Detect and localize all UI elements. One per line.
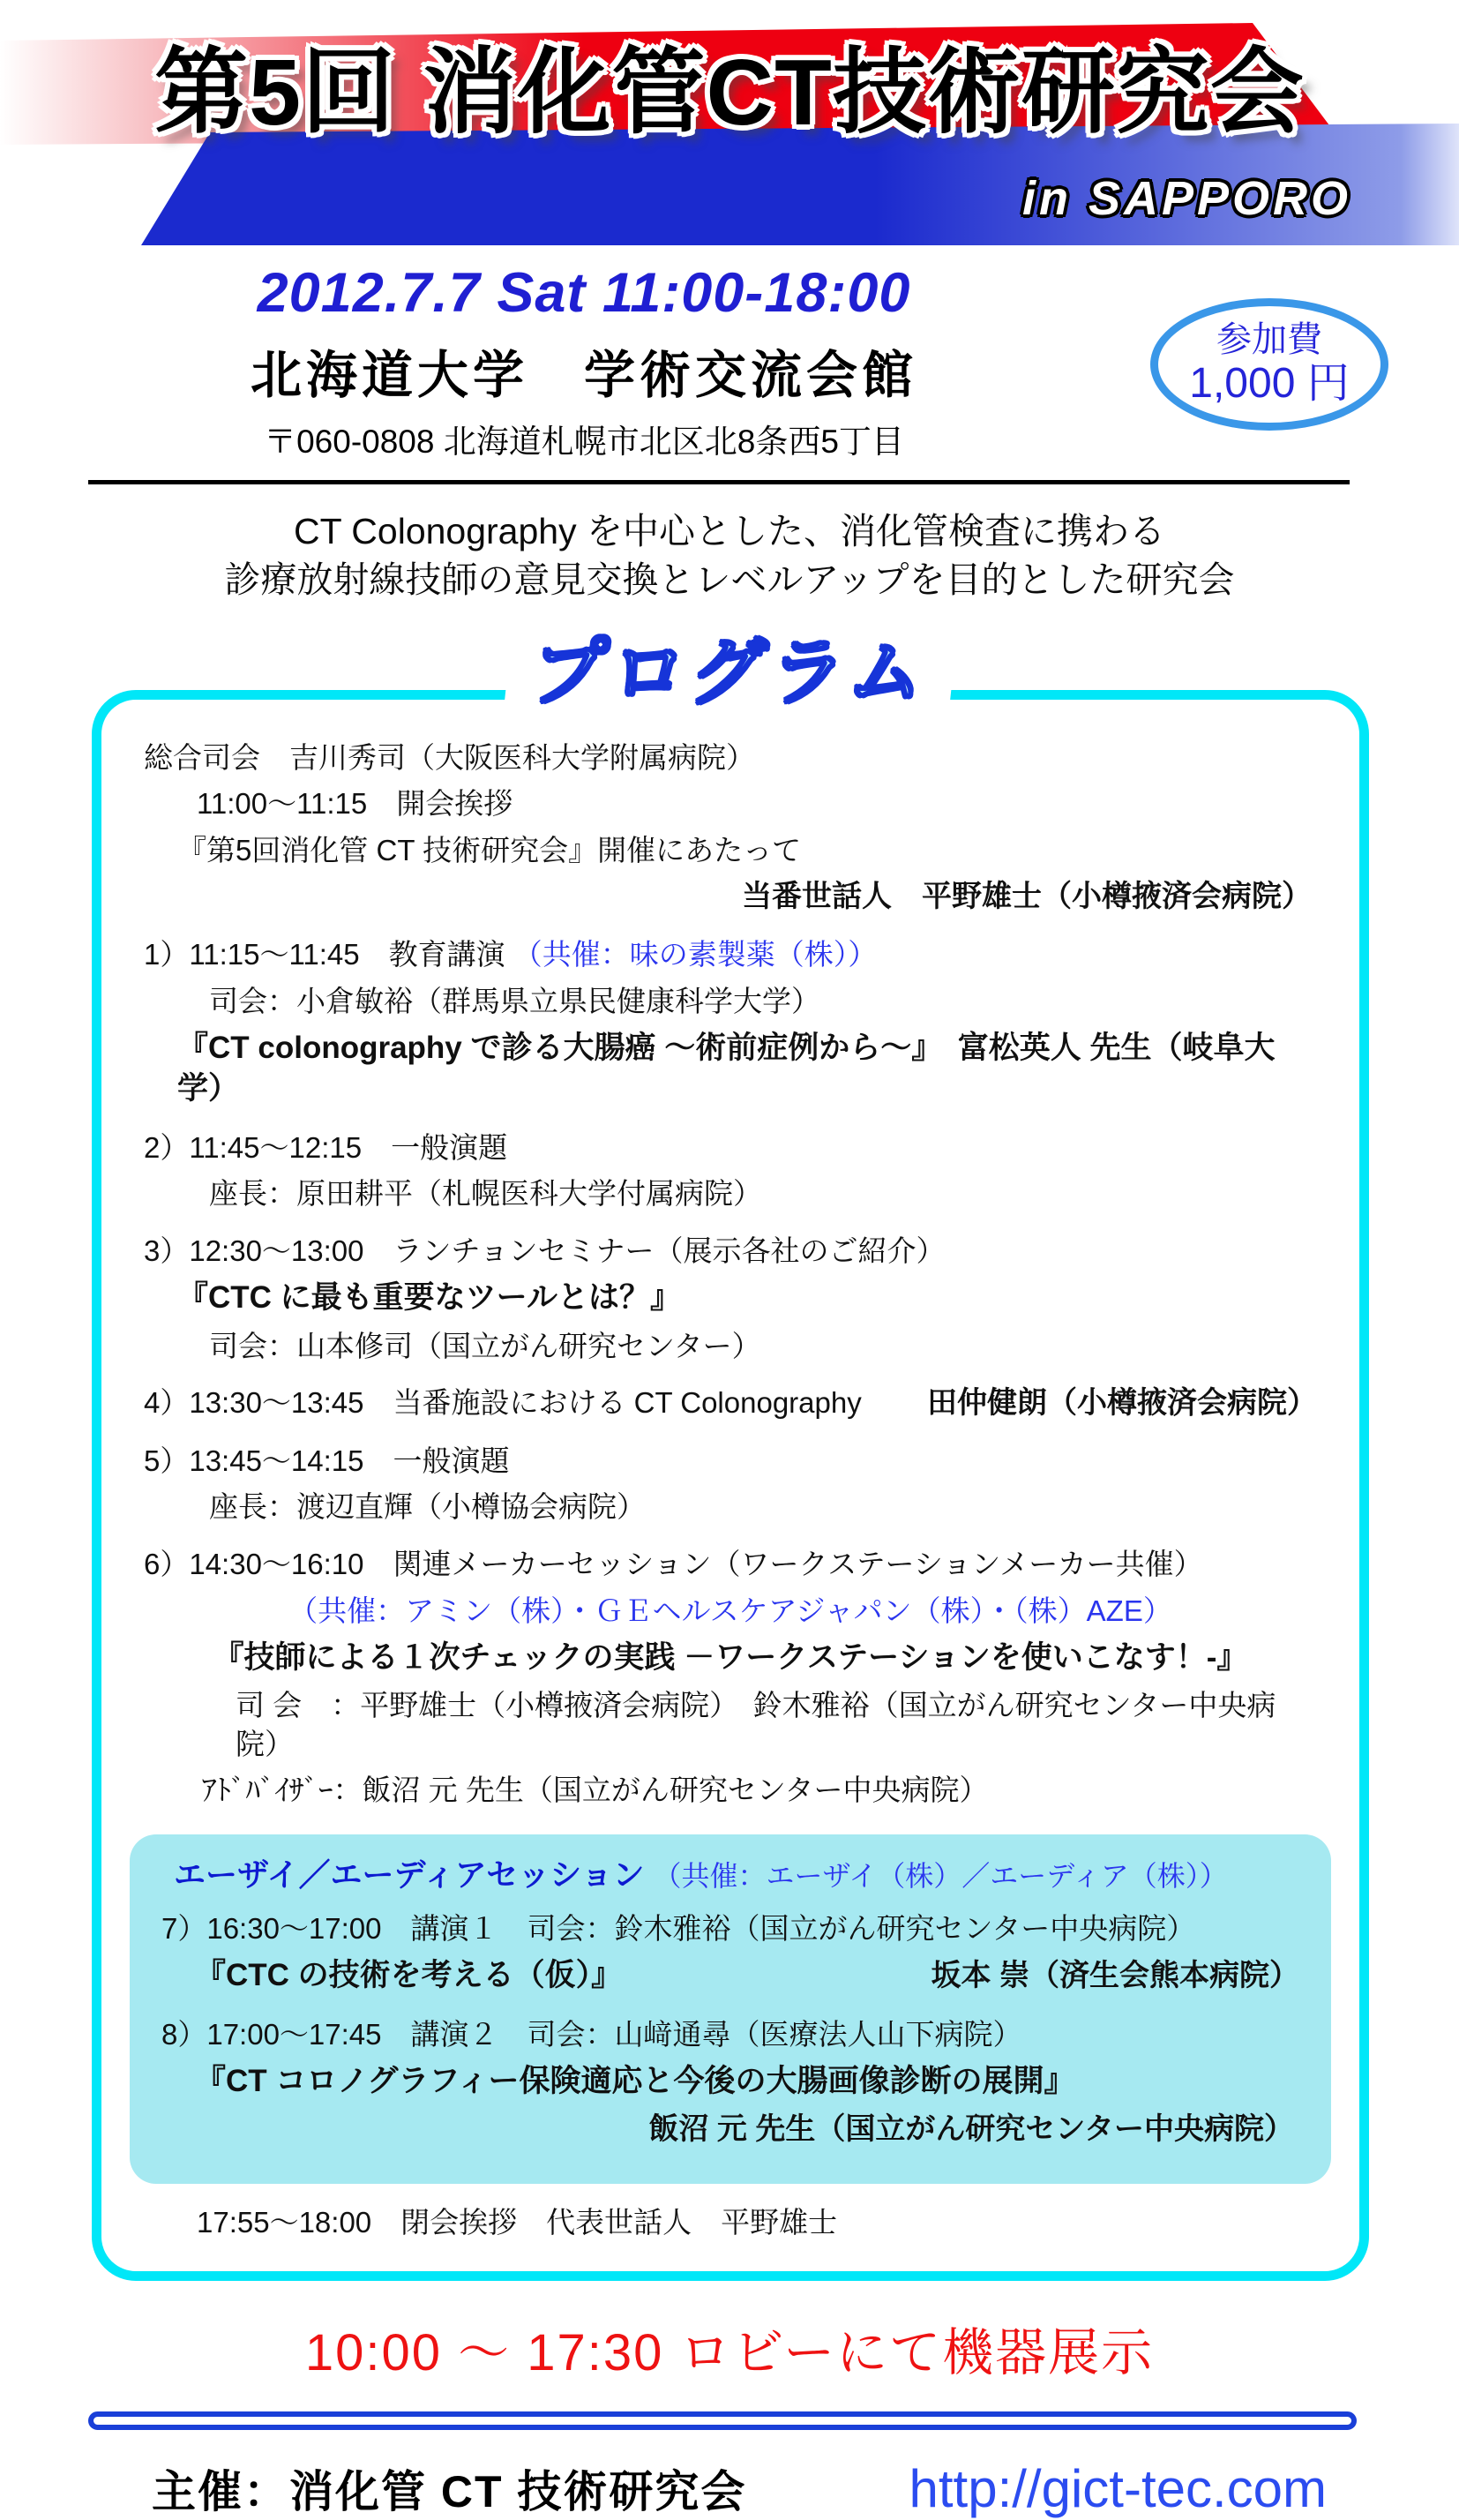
item-7-speaker: 坂本 崇（済生会熊本病院） (931, 1959, 1299, 1993)
intro-line-2: 診療放射線技師の意見交換とレベルアップを目的とした研究会 (224, 559, 1235, 601)
event-datetime: 2012.7.7 Sat 11:00-18:00 (257, 262, 911, 324)
item-4-speaker: 田仲健朗（小樽掖済会病院） (927, 1386, 1317, 1421)
divider-rule (88, 480, 1350, 484)
program-item-7: 7）16:30～17:00 講演１ 司会：鈴木雅裕（国立がん研究センター中央病院） (161, 1911, 1196, 1945)
program-item-6-title: 『技師による１次チェックの実践 －ワークステーションを使いこなす！-』 (213, 1640, 1248, 1676)
program-item-6-adviser: ｱﾄﾞﾊﾞｲｻﾞｰ：飯沼 元 先生（国立がん研究センター中央病院） (202, 1774, 989, 1807)
program-item-6-chairs: 司 会 ：平野雄士（小樽掖済会病院） 鈴木雅裕（国立がん研究センター中央病院） (236, 1689, 1276, 1760)
item-1-cosponsor: （共催：味の素製薬（株）） (513, 938, 878, 971)
program-opening-speaker: 当番世話人 平野雄士（小樽掖済会病院） (742, 880, 1312, 914)
program-opening-title: 『第5回消化管 CT 技術研究会』開催にあたって (177, 833, 802, 866)
item-8-speaker: 飯沼 元 先生（国立がん研究センター中央病院） (648, 2112, 1294, 2147)
organizer-text: 主催：消化管 CT 技術研究会 (152, 2466, 747, 2516)
event-info-section (0, 261, 1459, 462)
program-item-1 (144, 935, 1317, 974)
fee-badge (1150, 298, 1388, 431)
program-item-3: 3）12:30～13:00 ランチョンセミナー（展示各社のご紹介） (144, 1234, 946, 1267)
program-item-2-chair: 座長：原田耕平（札幌医科大学付属病院） (209, 1177, 762, 1211)
program-closing-line: 17:55～18:00 閉会挨拶 代表世話人 平野雄士 (197, 2206, 838, 2239)
program-item-3-chair: 司会：山本修司（国立がん研究センター） (209, 1329, 761, 1362)
program-item-5: 5）13:45～14:15 一般演題 (144, 1444, 510, 1477)
eisai-session-box (130, 1834, 1331, 2184)
event-location-tag: in SAPPORO (1021, 172, 1351, 225)
event-address: 〒060-0808 北海道札幌市北区北8条西5丁目 (264, 424, 904, 460)
program-item-4 (144, 1384, 1317, 1423)
program-item-6: 6）14:30～16:10 関連メーカーセッション（ワークステーションメーカー共催） (144, 1548, 1203, 1581)
program-item-3-title: 『CTC に最も重要なツールとは？』 (177, 1280, 681, 1316)
header-banner (0, 0, 1459, 258)
eisai-session-header (161, 1850, 1299, 1895)
footer-divider (88, 2411, 1357, 2430)
program-item-5-chair: 座長：渡辺直輝（小樽協会病院） (209, 1490, 646, 1524)
footer (0, 2456, 1459, 2520)
program-item-1-title: 『CT colonography で診る大腸癌 ～術前症例から～』 富松英人 先生（岐阜大学） (177, 1031, 1276, 1106)
program-host-line: 総合司会 吉川秀司（大阪医科大学附属病院） (144, 740, 755, 774)
program-section (92, 630, 1369, 2281)
program-item-8-title: 『CT コロノグラフィー保険適応と今後の大腸画像診断の展開』 (195, 2064, 1075, 2099)
program-box (92, 690, 1369, 2281)
item-1-main: 1）11:15～11:45 教育講演 (144, 938, 505, 971)
program-item-2: 2）11:45～12:15 一般演題 (144, 1130, 508, 1164)
program-heading: プログラム (504, 634, 957, 711)
program-item-7-title-row (161, 1955, 1299, 1996)
program-item-6-cosponsor: （共催：アミン（株）・ＧＥヘルスケアジャパン（株）・（株）AZE） (288, 1594, 1172, 1627)
exhibition-notice: 10:00 ～ 17:30 ロビーにて機器展示 (304, 2323, 1155, 2381)
program-item-1-chair: 司会：小倉敏裕（群馬県立県民健康科学大学） (209, 984, 820, 1017)
eisai-header-title: エーザイ／エーディアセッション (174, 1856, 645, 1893)
fee-label: 参加費 (1216, 320, 1322, 360)
eisai-header-cosponsor: （共催：エーザイ（株）／エーディア（株）） (653, 1859, 1228, 1892)
intro-line-1: CT Colonography を中心とした、消化管検査に携わる (294, 511, 1165, 551)
intro-text (0, 507, 1459, 605)
website-url-link[interactable]: http://gict-tec.com (909, 2458, 1327, 2518)
fee-amount: 1,000 円 (1189, 360, 1350, 408)
event-venue: 北海道大学 学術交流会館 (250, 347, 917, 404)
item-7-title: 『CTC の技術を考える（仮）』 (195, 1958, 623, 1993)
program-item-8: 8）17:00～17:45 講演２ 司会：山﨑通尋（医療法人山下病院） (161, 2017, 1022, 2051)
event-title: 第5回 消化管CT技術研究会 (154, 41, 1305, 145)
item-4-main: 4）13:30～13:45 当番施設における CT Colonography (144, 1386, 862, 1420)
program-opening-time: 11:00～11:15 開会挨拶 (197, 787, 513, 821)
